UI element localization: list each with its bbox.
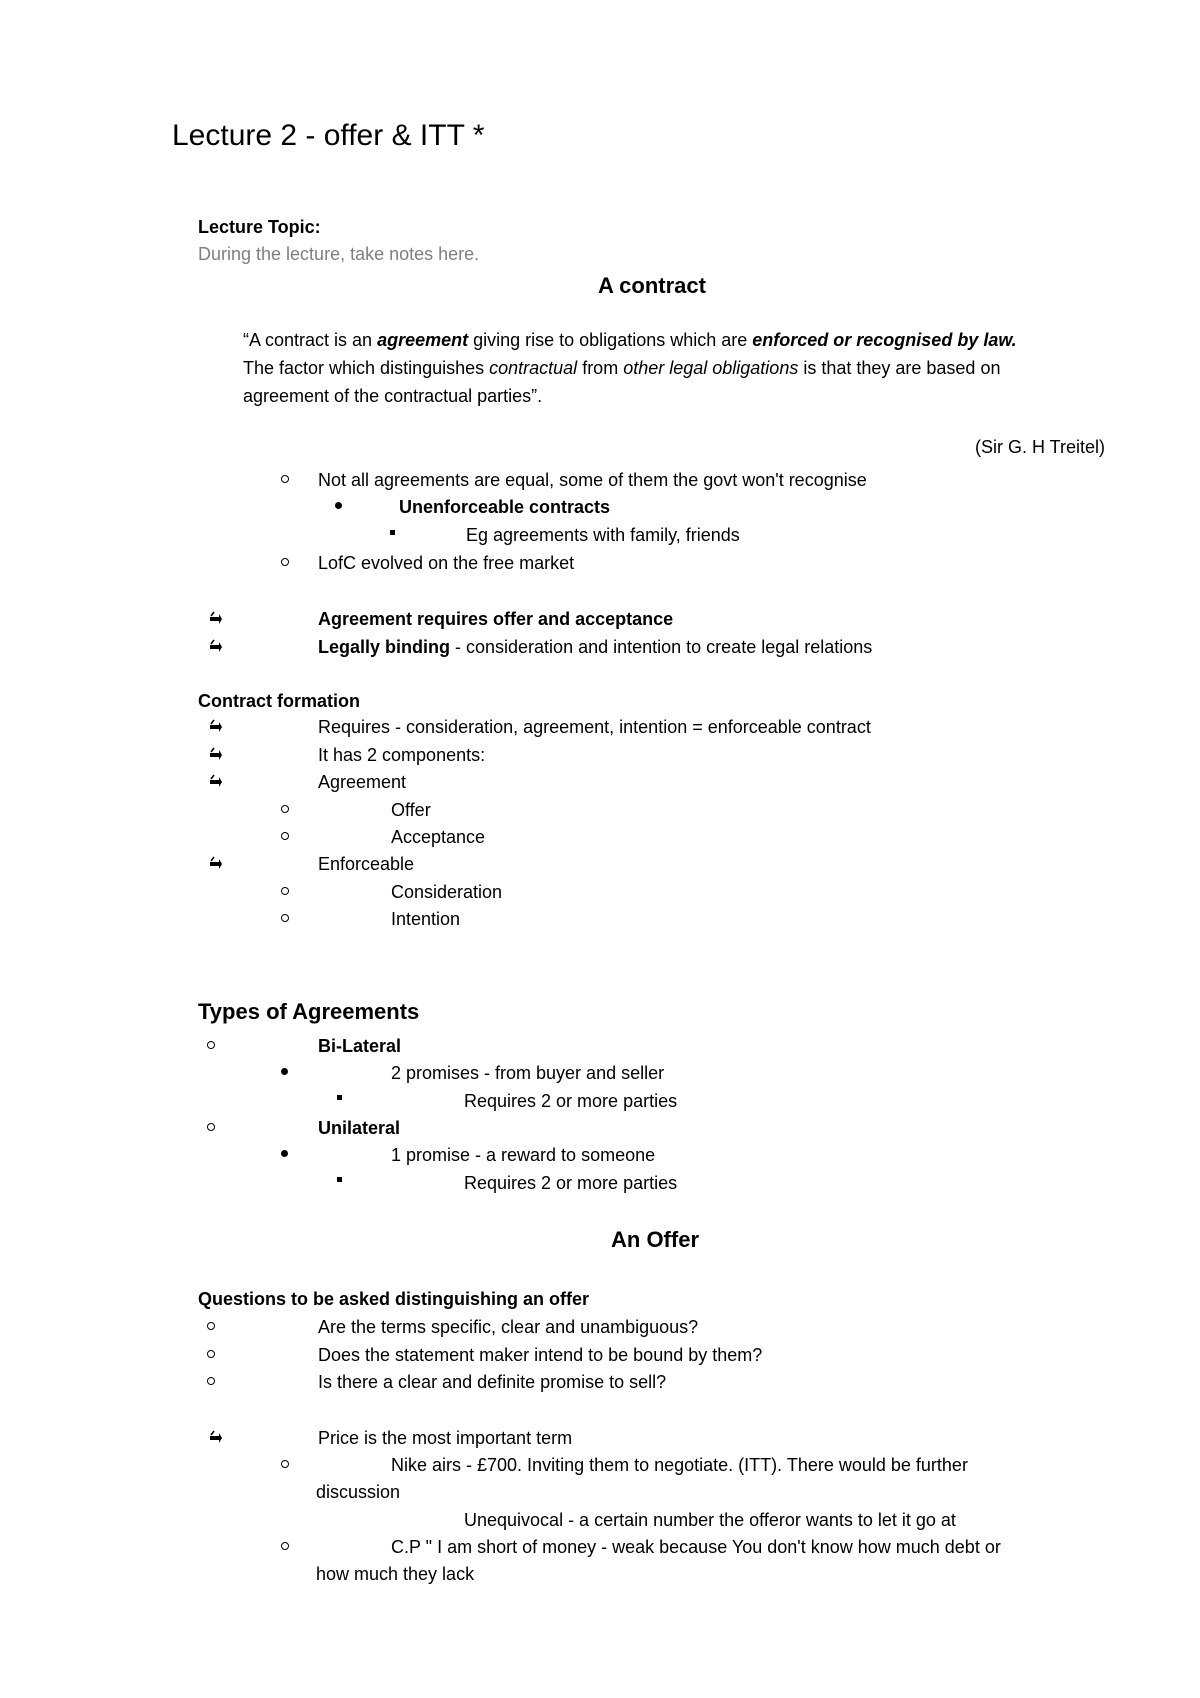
page-title: Lecture 2 - offer & ITT * [172, 119, 485, 152]
list-item-text: - consideration and intention to create legal relations [450, 637, 873, 657]
list-item: Unilateral [318, 1118, 401, 1138]
list-item: C.P " I am short of money - weak because You don't know how much debt or [391, 1537, 1001, 1557]
list-item: 2 promises - from buyer and seller [391, 1063, 665, 1083]
hollow-circle-bullet-icon [207, 1041, 215, 1049]
quote-emphasis: enforced or recognised by law. [752, 330, 1017, 350]
lecture-topic-label: Lecture Topic: [198, 217, 321, 237]
list-item: Enforceable [318, 854, 415, 874]
quote-attribution: (Sir G. H Treitel) [975, 437, 1106, 457]
section-heading-an-offer: An Offer [611, 1227, 699, 1252]
hollow-circle-bullet-icon [207, 1322, 215, 1330]
list-item: Consideration [391, 882, 503, 902]
hollow-circle-bullet-icon [281, 1460, 289, 1468]
hollow-circle-bullet-icon [207, 1377, 215, 1385]
quote-emphasis: agreement [377, 330, 469, 350]
lecture-topic-hint: During the lecture, take notes here. [198, 244, 480, 264]
hollow-circle-bullet-icon [281, 914, 289, 922]
quote-text: The factor which distinguishes [243, 358, 490, 378]
section-heading-a-contract [598, 272, 706, 300]
square-bullet-icon [337, 1177, 342, 1182]
list-item: Nike airs - £700. Inviting them to negotiate. (ITT). There would be further [391, 1455, 968, 1475]
hollow-circle-bullet-icon [281, 887, 289, 895]
list-item: Bi-Lateral [318, 1036, 402, 1056]
quote-line-1 [243, 329, 1017, 351]
list-item: Eg agreements with family, friends [466, 525, 740, 545]
list-item: Agreement [318, 772, 407, 792]
list-item: Acceptance [391, 827, 486, 847]
quote-line-3: agreement of the contractual parties”. [243, 386, 543, 406]
list-item: Does the statement maker intend to be bound by them? [318, 1345, 763, 1365]
arrow-bullet-icon [209, 639, 223, 653]
list-item: Agreement requires offer and acceptance [318, 609, 674, 629]
heading-text: A contract [598, 273, 706, 298]
list-item: Requires - consideration, agreement, intention = enforceable contract [318, 717, 871, 737]
list-item-bold: Legally binding [318, 637, 451, 657]
quote-text: from [577, 358, 624, 378]
square-bullet-icon [337, 1095, 342, 1100]
list-item: It has 2 components: [318, 745, 486, 765]
list-item: Are the terms specific, clear and unambiguous? [318, 1317, 699, 1337]
square-bullet-icon [390, 530, 395, 535]
quote-emphasis: contractual [489, 358, 578, 378]
quote-text: is that they are based on [798, 358, 1001, 378]
list-item: Price is the most important term [318, 1428, 573, 1448]
list-item: Offer [391, 800, 431, 820]
list-item-continuation: how much they lack [316, 1564, 475, 1584]
section-heading-types-of-agreements: Types of Agreements [198, 999, 420, 1024]
list-item [318, 636, 872, 658]
quote-text: “A contract is an [243, 330, 378, 350]
hollow-circle-bullet-icon [207, 1350, 215, 1358]
list-item: Intention [391, 909, 461, 929]
list-item: Unenforceable contracts [399, 497, 611, 517]
list-item: 1 promise - a reward to someone [391, 1145, 656, 1165]
list-item: Is there a clear and definite promise to sell? [318, 1372, 667, 1392]
arrow-bullet-icon [209, 774, 223, 788]
arrow-bullet-icon [209, 719, 223, 733]
hollow-circle-bullet-icon [281, 558, 289, 566]
list-item: LofC evolved on the free market [318, 553, 575, 573]
arrow-bullet-icon [209, 1430, 223, 1444]
section-heading-contract-formation: Contract formation [198, 691, 360, 711]
filled-dot-bullet-icon [335, 502, 342, 509]
quote-text: giving rise to obligations which are [468, 330, 753, 350]
list-item-continuation: discussion [316, 1482, 401, 1502]
list-item: Requires 2 or more parties [464, 1173, 678, 1193]
arrow-bullet-icon [209, 611, 223, 625]
arrow-bullet-icon [209, 856, 223, 870]
filled-dot-bullet-icon [281, 1150, 288, 1157]
hollow-circle-bullet-icon [281, 832, 289, 840]
list-item-continuation: Unequivocal - a certain number the offeror wants to let it go at [464, 1510, 956, 1530]
questions-heading: Questions to be asked distinguishing an offer [198, 1289, 590, 1309]
hollow-circle-bullet-icon [281, 1542, 289, 1550]
quote-line-2 [243, 357, 1000, 379]
hollow-circle-bullet-icon [281, 805, 289, 813]
arrow-bullet-icon [209, 747, 223, 761]
list-item: Not all agreements are equal, some of them the govt won't recognise [318, 470, 867, 490]
list-item: Requires 2 or more parties [464, 1091, 678, 1111]
filled-dot-bullet-icon [281, 1068, 288, 1075]
hollow-circle-bullet-icon [281, 475, 289, 483]
hollow-circle-bullet-icon [207, 1123, 215, 1131]
quote-emphasis: other legal obligations [623, 358, 799, 378]
